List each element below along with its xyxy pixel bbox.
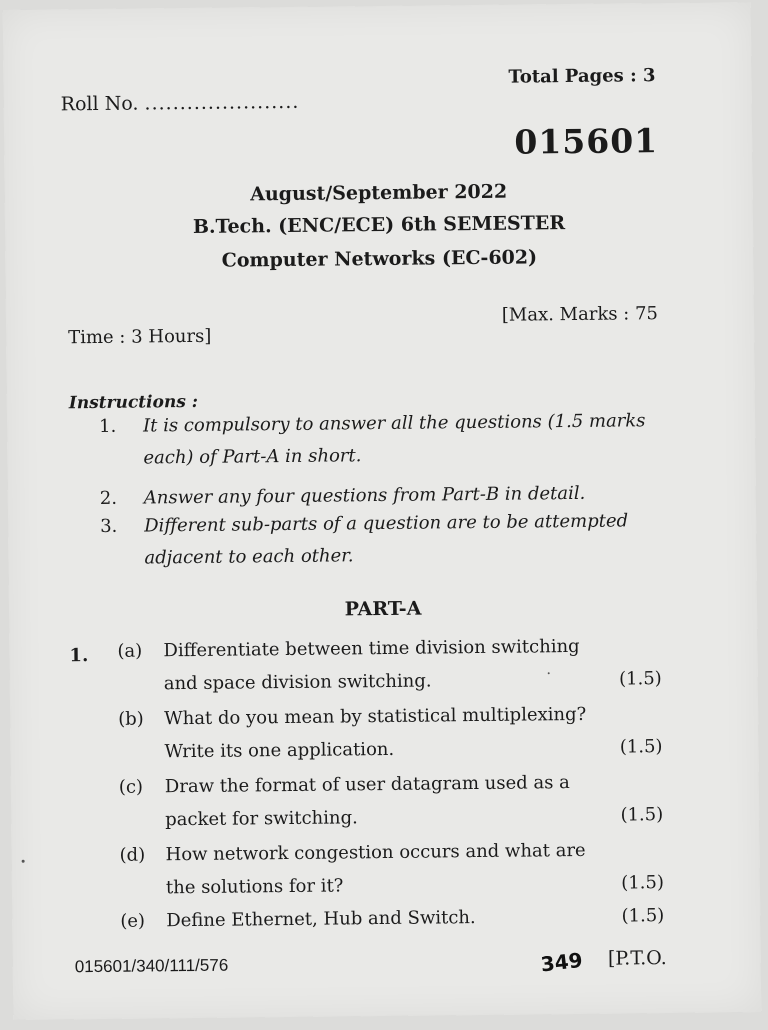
paper-speck: [548, 672, 550, 674]
question-label: (d): [119, 844, 146, 866]
instruction-text: Answer any four questions from Part-B in detail.: [143, 482, 586, 509]
question-marks: (1.5): [619, 736, 663, 758]
question-label: (b): [118, 708, 144, 730]
instruction-number: 3.: [100, 515, 118, 537]
question-item: [119, 765, 664, 837]
paper-code: 015601: [514, 121, 659, 162]
roll-number-field: [61, 91, 300, 115]
instruction-item: [99, 405, 664, 475]
question-text: Define Ethernet, Hub and Switch.: [166, 907, 476, 932]
question-text: Draw the format of user datagram used as a packet for switching.: [164, 772, 570, 831]
instructions-title: Instructions :: [68, 391, 199, 414]
part-a-heading: PART-A: [344, 597, 422, 621]
question-text: How network congestion occurs and what are the solutions for it?: [165, 839, 586, 899]
instruction-text: Different sub-parts of a question are to be attempted adjacent to each other.: [144, 510, 629, 569]
question-item: [118, 697, 663, 769]
question-marks: (1.5): [618, 668, 662, 690]
pto-label: [P.T.O.: [607, 947, 667, 970]
question-marks: (1.5): [620, 804, 664, 826]
question-item: [119, 833, 664, 905]
question-text: Differentiate between time division switching and space division switching.: [163, 635, 580, 695]
instruction-item: [100, 505, 665, 575]
max-marks: [Max. Marks : 75: [501, 303, 659, 326]
question-text: What do you mean by statistical multiplexing? Write its one application.: [164, 703, 587, 763]
instruction-number: 2.: [99, 487, 118, 509]
question-marks: (1.5): [621, 905, 665, 927]
course-title: B.Tech. (ENC/ECE) 6th SEMESTER: [192, 212, 566, 238]
instruction-number: 1.: [98, 415, 117, 437]
roll-label: Roll No.: [60, 92, 139, 116]
paper-speck: [22, 860, 25, 863]
instruction-text: It is compulsory to answer all the questions (1.5 marks each) of Part-A in short.: [142, 410, 646, 469]
question-item: [117, 629, 662, 701]
footer-paper-code: 015601/340/111/576: [74, 955, 229, 977]
exam-session: August/September 2022: [250, 180, 508, 206]
question-label: (e): [120, 910, 146, 932]
roll-dots: ......................: [144, 90, 300, 115]
subject-title: Computer Networks (EC-602): [221, 246, 538, 272]
exam-paper: [3, 2, 762, 1020]
question-item: [120, 899, 664, 938]
exam-time: Time : 3 Hours]: [68, 325, 212, 349]
question-label: (a): [117, 640, 143, 662]
question-number: 1.: [69, 645, 89, 667]
question-label: (c): [118, 776, 144, 798]
question-marks: (1.5): [621, 872, 665, 894]
handwritten-number: 349: [539, 947, 584, 977]
total-pages: Total Pages : 3: [508, 65, 656, 88]
